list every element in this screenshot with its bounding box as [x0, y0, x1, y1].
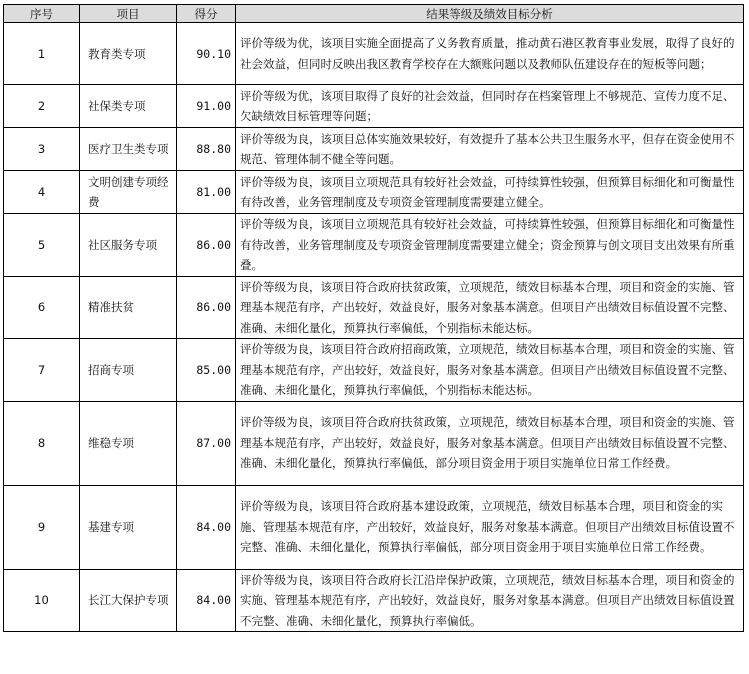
table-row: [4, 276, 744, 339]
row-score: 90.10: [177, 23, 236, 85]
header-no: 序号: [4, 5, 80, 23]
table-row: [4, 401, 744, 485]
table-row: [4, 339, 744, 402]
row-item: 招商专项: [80, 339, 177, 402]
row-number: 8: [4, 401, 80, 485]
row-analysis: 评价等级为良，该项目符合政府招商政策，立项规范，绩效目标基本合理，项目和资金的实施、管理基本规范有序，产出较好，效益良好，服务对象基本满意。但项目产出绩效目标值设置不完整、准确、未细化量化，预算执行率偏低，个别指标未能达标。: [236, 339, 744, 402]
row-number: 3: [4, 128, 80, 171]
table-row: [4, 128, 744, 171]
row-item: 医疗卫生类专项: [80, 128, 177, 171]
row-score: 84.00: [177, 485, 236, 569]
row-score: 81.00: [177, 171, 236, 214]
row-score: 85.00: [177, 339, 236, 402]
row-item: 长江大保护专项: [80, 569, 177, 632]
row-analysis: 评价等级为良，该项目符合政府扶贫政策，立项规范，绩效目标基本合理，项目和资金的实施、管理基本规范有序，产出较好，效益良好，服务对象基本满意。但项目产出绩效目标值设置不完整、准确、未细化量化，预算执行率偏低，个别指标未能达标。: [236, 276, 744, 339]
row-analysis: 评价等级为优，该项目实施全面提高了义务教育质量，推动黄石港区教育事业发展，取得了良好的社会效益，但同时反映出我区教育学校存在大额账问题以及教师队伍建设存在的短板等问题；: [236, 23, 744, 85]
row-item: 文明创建专项经费: [80, 171, 177, 214]
header-row: [4, 5, 744, 23]
row-item: 基建专项: [80, 485, 177, 569]
row-number: 7: [4, 339, 80, 402]
row-score: 86.00: [177, 276, 236, 339]
row-number: 9: [4, 485, 80, 569]
row-analysis: 评价等级为良，该项目符合政府基本建设政策，立项规范，绩效目标基本合理，项目和资金的实施、管理基本规范有序，产出较好，效益良好，服务对象基本满意。但项目产出绩效目标值设置不完整、准确、未细化量化，预算执行率偏低，部分项目资金用于项目实施单位日常工作经费。: [236, 485, 744, 569]
row-analysis: 评价等级为良，该项目符合政府长江沿岸保护政策，立项规范，绩效目标基本合理，项目和资金的实施、管理基本规范有序，产出较好，效益良好，服务对象基本满意。但项目产出绩效目标值设置不完整、准确、未细化量化，预算执行率偏低。: [236, 569, 744, 632]
row-number: 6: [4, 276, 80, 339]
row-analysis: 评价等级为良，该项目立项规范具有较好社会效益，可持续算性较强，但预算目标细化和可衡量性有待改善，业务管理制度及专项资金管理制度需要建立健全；资金预算与创文项目支出效果有所重叠。: [236, 214, 744, 277]
row-analysis: 评价等级为良，该项目总体实施效果较好，有效提升了基本公共卫生服务水平，但存在资金使用不规范、管理体制不健全等问题。: [236, 128, 744, 171]
row-score: 86.00: [177, 214, 236, 277]
evaluation-table: [3, 4, 744, 632]
row-item: 社区服务专项: [80, 214, 177, 277]
header-analysis: 结果等级及绩效目标分析: [236, 5, 744, 23]
table-row: [4, 485, 744, 569]
row-score: 84.00: [177, 569, 236, 632]
row-item: 社保类专项: [80, 85, 177, 128]
header-score: 得分: [177, 5, 236, 23]
row-number: 1: [4, 23, 80, 85]
row-number: 10: [4, 569, 80, 632]
row-number: 2: [4, 85, 80, 128]
row-analysis: 评价等级为良，该项目符合政府扶贫政策，立项规范，绩效目标基本合理，项目和资金的实施、管理基本规范有序，产出较好，效益良好，服务对象基本满意。但项目产出绩效目标值设置不完整、准确、未细化量化，预算执行率偏低，部分项目资金用于项目实施单位日常工作经费。: [236, 401, 744, 485]
row-item: 教育类专项: [80, 23, 177, 85]
row-analysis: 评价等级为良，该项目立项规范具有较好社会效益，可持续算性较强，但预算目标细化和可衡量性有待改善，业务管理制度及专项资金管理制度需要建立健全。: [236, 171, 744, 214]
header-item: 项目: [80, 5, 177, 23]
table-row: [4, 171, 744, 214]
row-analysis: 评价等级为优，该项目取得了良好的社会效益，但同时存在档案管理上不够规范、宣传力度不足、欠缺绩效目标管理等问题；: [236, 85, 744, 128]
row-score: 87.00: [177, 401, 236, 485]
row-item: 精准扶贫: [80, 276, 177, 339]
row-score: 88.80: [177, 128, 236, 171]
table-row: [4, 85, 744, 128]
row-score: 91.00: [177, 85, 236, 128]
row-number: 4: [4, 171, 80, 214]
row-item: 维稳专项: [80, 401, 177, 485]
row-number: 5: [4, 214, 80, 277]
table-row: [4, 23, 744, 85]
table-row: [4, 214, 744, 277]
table-row: [4, 569, 744, 632]
